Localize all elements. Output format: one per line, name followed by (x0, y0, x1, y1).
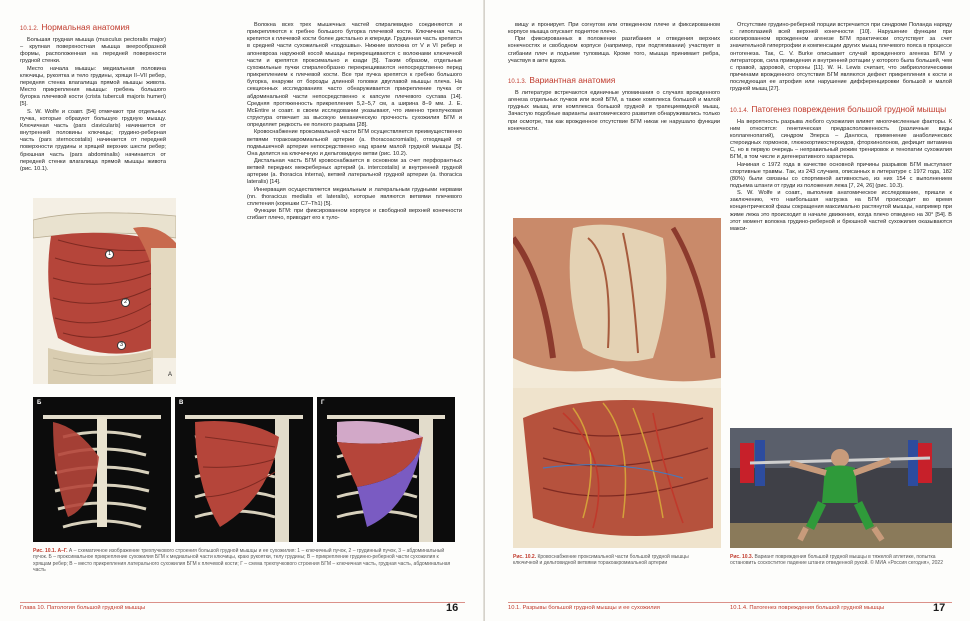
figure-10-3-photo (730, 428, 952, 548)
figure-10-1-a (33, 198, 176, 384)
left-column-1 (20, 22, 166, 173)
caption-text: Кровоснабжение проксимальной части большой грудной мышцы ключичной и дельтовидной ветвями торакоакромиальной артерии (513, 554, 689, 567)
paragraph: На вероятность разрыва любого сухожилия влияет многочисленные факторы. К ним относятся: генетическая предрасположенность (различные виды коллагенопатий), синдром Элерса – Данлоса, применение анаболических стероидных гормонов, глюкокортикостероидов, фторхинолонов, дефицит витамина C, но в первую очередь – неправильный режим тренировок и тенопатии сухожилия БГМ, в том числе и дегенеративного характера. (730, 118, 952, 161)
section-title: Вариантная анатомия (529, 74, 616, 85)
right-page (485, 0, 970, 621)
page-number: 16 (446, 602, 459, 614)
figure-caption (33, 548, 455, 573)
figure-10-1-v (175, 397, 313, 542)
caption-text: А – схематичное изображение трехпучкового строения большой грудной мышцы и ее сухожилия: 1 – ключичный пучок, 2 – грудинный пучок, 3 – абдоминальный пучок. Б – проксимальное прикрепление сухожилия БГМ к медиальной части ключицы, краю рукоятки, телу грудины; В – прикрепление грудинно-реберной части сухожилия к хрящам ребер; В – место прикрепления латерального сухожилия БГМ к плечевой кости; Г – схема трехпучкового строения БГМ – ключичная часть, грудная часть, абдоминальная часть (33, 548, 451, 573)
pectoral-muscle-illustration (33, 198, 176, 384)
section-title: Нормальная анатомия (41, 22, 130, 32)
paragraph: Кровоснабжение проксимальной части БГМ осуществляется преимущественно ветвями торакоакромиальной артерии (a. thoracoacromialis), отходящей от подмышечной артерии непосредственно над краем малой грудной мышцы [5]. Она делится на ключичную и дельтовидную ветви (рис. 10.2). (247, 129, 462, 157)
caption-label: Рис. 10.1. А–Г. (33, 548, 68, 554)
skeleton-muscle-render (175, 397, 313, 542)
caption-label: Рис. 10.2. (513, 554, 537, 560)
paragraph: Большая грудная мышца (musculus pectoralis major) – крупная поверхностная мышца веерообразной формы, расположенная на передней поверхности грудной стенки. (20, 37, 166, 65)
panel-label-g: Г (321, 400, 325, 406)
skeleton-muscle-render (317, 397, 455, 542)
paragraph: вищу и пронирует. При согнутом или отведенном плече и фиксированном корпусе мышца опускает поднятое плечо. (508, 22, 720, 36)
footer-rule (508, 602, 952, 603)
marker-3: 3 (117, 341, 126, 350)
left-column-2 (247, 22, 462, 222)
paragraph: Отсутствие грудино-реберной порции встречается при синдроме Поланда наряду с гипоплазией всей верхней конечности [10]. Нарушение функции при изолированном врожденном агенезе БГМ практически отсутствует за счет значительной гипертрофии и компенсации других мышц плечевого пояса в процессе онтогенеза. Так, C. V. Burke описывает случай врожденного агенеза БГМ у литераторов, сила приведения и внутренней ротации у которого была большей, чем с правой, здоровой, стороны [11]. W. H. Lewis считает, что эмбриологическими причинами врожденного отсутствия БГМ являются дефект прикрепления к кости и последующая ее атрофия или нарушение дифференцировки большой и малой грудной мышц [27]. (730, 22, 952, 93)
section-number: 10.1.3. (508, 78, 527, 85)
paragraph: Волокна всех трех мышечных частей спиралевидно соединяются и прикрепляются к гребню большого бугорка плечевой кости. Ключичная часть крепится к плечевой кости более дистально и кпереди. Грудинная часть крепится в средней части сухожильной «подошвы». Нижние волокна от V и VI ребер и апоневроза наружной косой мышцы перекрещиваются с волокнами ключичной части и крепятся проксимально и кзади [5]. Таким образом, отдельные сухожильные пучки спиралеобразно перекрещиваются непосредственно перед прикреплением к плечевой кости. Все три пучка крепятся к гребню большого бугорка, кнаружи от борозды длинной головки двуглавой мышцы плеча. На секционных исследованиях часто обнаруживается прикрепление пучка от абдоминальной части непосредственно к капсуле плечевого сустава [14]. Средняя протяженность прикрепления 5,2–5,7 см, а ширина 8–9 мм. J. E. McEntire и соавт. в своем исследовании указывают, что именно трехпучковая структура отвечает за высокую механическую прочность сухожилия БГМ и определяет редкость ее полного разрыва [28]. (247, 22, 462, 129)
footer-rule (20, 602, 465, 603)
paragraph: При фиксированных в положении разгибания и отведения верхних конечностях и свободном корпусе (например, при подтягивании) участвует в сгибании плеч и подъеме туловища. Кроме того, мышца принимает ребра, участвуя в акте вдоха. (508, 36, 720, 64)
right-column-2 (730, 22, 952, 233)
section-number: 10.1.4. (730, 107, 749, 114)
section-heading (508, 75, 720, 87)
paragraph: Иннервация осуществляется медиальным и латеральным грудными нервами (nn. thoracicus medialis et lateralis), которые являются ветвями плечевого сплетения (корешки C7–Th1) [5]. (247, 186, 462, 207)
paragraph: В литературе встречаются единичные упоминания о случаях врожденного агенеза отдельных пучков или всей БГМ, а также комплекса большой и малой грудных мышц или комплекса большой грудной и трапециевидной мышц. Зачастую подобные варианты анатомического развития обнаруживались только при осмотре, так как врожденное отсутствие БГМ никак не нарушало функции конечности. (508, 89, 720, 132)
figure-caption (513, 554, 709, 567)
panel-label-v: В (179, 400, 184, 406)
section-title: Патогенез повреждения большой грудной мышцы (751, 103, 947, 114)
anatomy-dissection-illustration (513, 218, 721, 548)
page-number: 17 (933, 602, 946, 614)
figure-10-1-g (317, 397, 455, 542)
paragraph: S. W. Wolfe и соавт., выполнив анатомическое исследование, пришли к заключению, что наибольшая нагрузка на БГМ происходит во время концентрической фазы сокращения максимально растянутой мышцы, например при жиме лежа это происходит в начале движения, когда плечо отведено на 30° [54]. В этот момент волокна грудино-реберной и брюшной частей сухожилия оказываются макси- (730, 190, 952, 232)
running-footer-right: 10.1.4. Патогенез повреждения большой грудной мышцы (730, 605, 885, 611)
section-heading (20, 22, 166, 34)
section-heading (730, 104, 952, 116)
running-footer-left: 10.1. Разрывы большой грудной мышцы и ее сухожилия (508, 605, 660, 611)
figure-10-2 (513, 218, 721, 548)
caption-text: Вариант повреждения большой грудной мышцы в тяжелой атлетике, попытка остановить соскоститое падение штанги отведенной рукой. © МИА «Россия сегодня», 2022 (730, 554, 943, 567)
paragraph: Дистальная часть БГМ кровоснабжается в основном за счет перфорантных ветвей передних межреберных артерий (a. intercostalis) и внутренней грудной артерии (a. thoracica interna), ветвей латеральной грудной артерии (a. thoracica lateralis) [14]. (247, 157, 462, 186)
panel-label-a: А (168, 372, 173, 378)
figure-caption (730, 554, 952, 567)
paragraph: Начиная с 1972 года в качестве основной причины разрывов БГМ выступают спортивные травмы. Так, из 243 случаев, описанных в литературе с 1972 года, 182 (80%) были связаны со спортивной активностью, из них 154 с выполнением подъема штанги от груди из положения лежа [7, 24, 26] (рис. 10.3). (730, 161, 952, 189)
figure-10-1-b (33, 397, 171, 542)
section-number: 10.1.2. (20, 26, 39, 32)
running-footer: Глава 10. Патология большой грудной мышцы (20, 605, 146, 611)
skeleton-muscle-render (33, 397, 171, 542)
panel-label-b: Б (37, 400, 42, 406)
weightlifter-photo (730, 428, 952, 548)
paragraph: Место начала мышцы: медиальная половина ключицы, рукоятка и тело грудины, хрящи II–VII ребер, передняя стенка влагалища прямой мышцы живота. Место прикрепления мышцы: гребень большого бугорка плечевой кости (crista tuberculi majoris humeri) [5]. (20, 65, 166, 108)
right-column-1 (508, 22, 720, 133)
marker-1: 1 (105, 250, 114, 259)
marker-2: 2 (121, 298, 130, 307)
paragraph: Функции БГМ: при фиксированном корпусе и свободной верхней конечности сгибает плечо, приводит его к туло- (247, 208, 462, 222)
paragraph: S. W. Wolfe и соавт. [54] отмечают три отдельных пучка, которые образуют большую грудную мышцу. Ключичная часть (pars clavicularis) начинается от внутренней половины ключицы; грудино-реберная часть (pars sternocostalis) начинается от передней поверхности грудины и хрящей верхних шести ребер; брюшная часть (pars abdominalis) начинается от передней стенки влагалища прямой мышцы живота (рис. 10.1). (20, 108, 166, 172)
caption-label: Рис. 10.3. (730, 554, 754, 560)
